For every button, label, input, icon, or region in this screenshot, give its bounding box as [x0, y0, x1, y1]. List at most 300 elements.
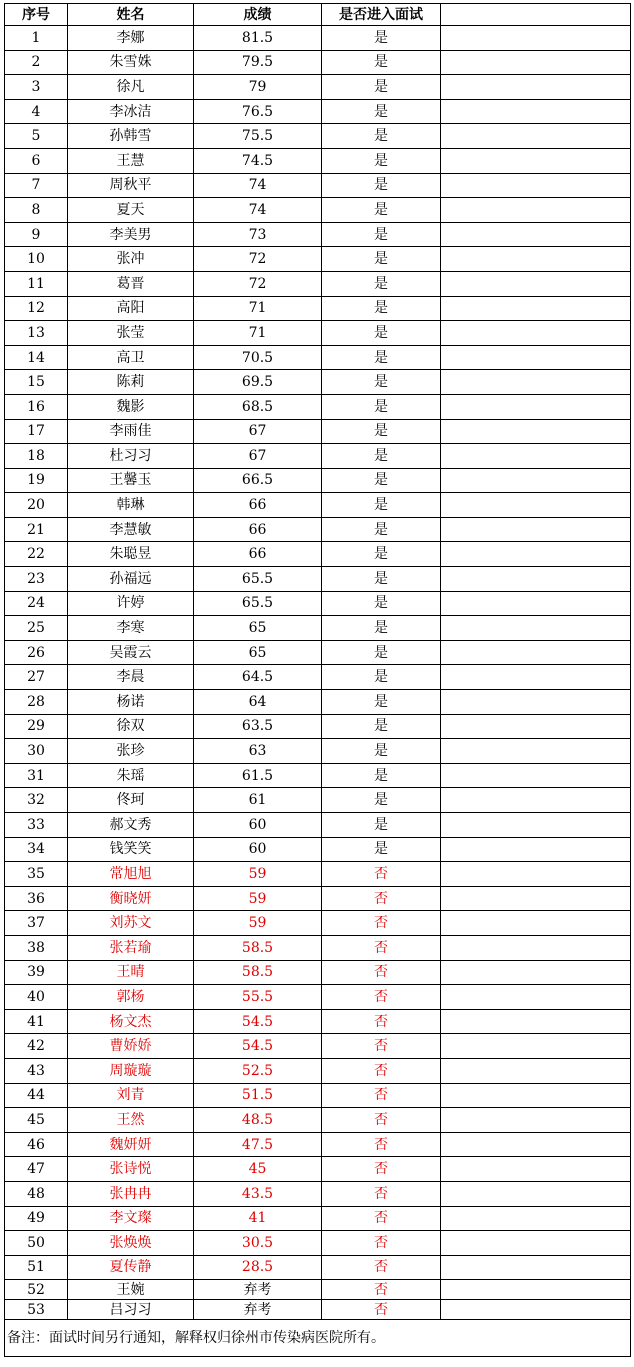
- cell-interview-status: 是: [322, 370, 441, 395]
- cell-name: 刘苏文: [68, 911, 194, 936]
- cell-extra: [441, 985, 631, 1010]
- cell-extra: [441, 1034, 631, 1059]
- cell-interview-status: 是: [322, 321, 441, 346]
- cell-extra: [441, 493, 631, 518]
- cell-interview-status: 是: [322, 247, 441, 272]
- cell-index: 7: [5, 173, 68, 198]
- cell-index: 49: [5, 1206, 68, 1231]
- table-row: [5, 862, 631, 887]
- header-name: 姓名: [68, 4, 194, 26]
- cell-extra: [441, 1009, 631, 1034]
- cell-extra: [441, 1083, 631, 1108]
- cell-extra: [441, 1157, 631, 1182]
- table-row: [5, 50, 631, 75]
- cell-extra: [441, 394, 631, 419]
- cell-name: 李文璨: [68, 1206, 194, 1231]
- cell-score: 67: [194, 419, 322, 444]
- cell-index: 30: [5, 739, 68, 764]
- cell-score: 63.5: [194, 714, 322, 739]
- cell-score: 28.5: [194, 1255, 322, 1280]
- cell-score: 48.5: [194, 1108, 322, 1133]
- cell-interview-status: 是: [322, 124, 441, 149]
- cell-score: 70.5: [194, 345, 322, 370]
- cell-extra: [441, 739, 631, 764]
- cell-index: 1: [5, 26, 68, 51]
- cell-extra: [441, 1108, 631, 1133]
- cell-extra: [441, 542, 631, 567]
- cell-index: 5: [5, 124, 68, 149]
- table-row: [5, 1255, 631, 1280]
- cell-index: 26: [5, 640, 68, 665]
- cell-extra: [441, 1300, 631, 1320]
- cell-score: 59: [194, 886, 322, 911]
- cell-extra: [441, 862, 631, 887]
- header-score: 成绩: [194, 4, 322, 26]
- cell-name: 王慧: [68, 148, 194, 173]
- table-row: [5, 985, 631, 1010]
- cell-index: 41: [5, 1009, 68, 1034]
- cell-interview-status: 否: [322, 1300, 441, 1320]
- table-row: [5, 444, 631, 469]
- cell-name: 刘青: [68, 1083, 194, 1108]
- cell-name: 朱聪昱: [68, 542, 194, 567]
- cell-score: 63: [194, 739, 322, 764]
- table-row: [5, 75, 631, 100]
- cell-interview-status: 否: [322, 886, 441, 911]
- cell-name: 陈莉: [68, 370, 194, 395]
- note-row: [5, 1320, 631, 1357]
- cell-extra: [441, 148, 631, 173]
- table-row: [5, 370, 631, 395]
- cell-name: 张莹: [68, 321, 194, 346]
- cell-name: 魏影: [68, 394, 194, 419]
- cell-interview-status: 否: [322, 1058, 441, 1083]
- table-row: [5, 714, 631, 739]
- cell-index: 3: [5, 75, 68, 100]
- table-row: [5, 935, 631, 960]
- cell-interview-status: 否: [322, 1009, 441, 1034]
- cell-score: 71: [194, 296, 322, 321]
- cell-extra: [441, 690, 631, 715]
- cell-score: 58.5: [194, 960, 322, 985]
- table-row: [5, 1108, 631, 1133]
- cell-extra: [441, 1132, 631, 1157]
- cell-interview-status: 是: [322, 837, 441, 862]
- cell-interview-status: 否: [322, 985, 441, 1010]
- cell-name: 张冲: [68, 247, 194, 272]
- results-table: [4, 3, 631, 1357]
- cell-score: 64.5: [194, 665, 322, 690]
- cell-name: 李寒: [68, 616, 194, 641]
- cell-name: 朱雪姝: [68, 50, 194, 75]
- cell-index: 18: [5, 444, 68, 469]
- table-row: [5, 567, 631, 592]
- cell-extra: [441, 444, 631, 469]
- cell-score: 66: [194, 542, 322, 567]
- cell-name: 高卫: [68, 345, 194, 370]
- cell-extra: [441, 1206, 631, 1231]
- table-row: [5, 837, 631, 862]
- cell-extra: [441, 1255, 631, 1280]
- cell-index: 25: [5, 616, 68, 641]
- cell-name: 孙福远: [68, 567, 194, 592]
- table-row: [5, 1083, 631, 1108]
- table-row: [5, 1280, 631, 1300]
- cell-index: 39: [5, 960, 68, 985]
- cell-index: 8: [5, 198, 68, 223]
- cell-score: 74.5: [194, 148, 322, 173]
- table-row: [5, 739, 631, 764]
- cell-interview-status: 是: [322, 542, 441, 567]
- cell-extra: [441, 1058, 631, 1083]
- cell-index: 23: [5, 567, 68, 592]
- header-extra: [441, 4, 631, 26]
- cell-extra: [441, 173, 631, 198]
- cell-extra: [441, 517, 631, 542]
- cell-index: 51: [5, 1255, 68, 1280]
- cell-interview-status: 是: [322, 763, 441, 788]
- table-row: [5, 542, 631, 567]
- cell-name: 周璇璇: [68, 1058, 194, 1083]
- cell-score: 68.5: [194, 394, 322, 419]
- cell-index: 14: [5, 345, 68, 370]
- cell-extra: [441, 591, 631, 616]
- cell-name: 李雨佳: [68, 419, 194, 444]
- table-row: [5, 394, 631, 419]
- cell-name: 张焕焕: [68, 1231, 194, 1256]
- cell-interview-status: 否: [322, 862, 441, 887]
- cell-name: 吕习习: [68, 1300, 194, 1320]
- table-row: [5, 591, 631, 616]
- table-row: [5, 1058, 631, 1083]
- table-row: [5, 1300, 631, 1320]
- cell-name: 郭杨: [68, 985, 194, 1010]
- table-row: [5, 1034, 631, 1059]
- cell-extra: [441, 419, 631, 444]
- cell-name: 衡晓妍: [68, 886, 194, 911]
- cell-index: 40: [5, 985, 68, 1010]
- table-row: [5, 1009, 631, 1034]
- cell-interview-status: 是: [322, 788, 441, 813]
- table-row: [5, 124, 631, 149]
- cell-extra: [441, 198, 631, 223]
- cell-name: 李慧敏: [68, 517, 194, 542]
- cell-interview-status: 否: [322, 1157, 441, 1182]
- cell-interview-status: 否: [322, 1108, 441, 1133]
- cell-index: 19: [5, 468, 68, 493]
- table-row: [5, 960, 631, 985]
- cell-interview-status: 是: [322, 665, 441, 690]
- cell-extra: [441, 665, 631, 690]
- cell-index: 9: [5, 222, 68, 247]
- cell-index: 12: [5, 296, 68, 321]
- cell-name: 徐双: [68, 714, 194, 739]
- table-row: [5, 665, 631, 690]
- cell-score: 79: [194, 75, 322, 100]
- table-row: [5, 788, 631, 813]
- cell-score: 76.5: [194, 99, 322, 124]
- cell-score: 59: [194, 862, 322, 887]
- cell-index: 48: [5, 1181, 68, 1206]
- cell-index: 2: [5, 50, 68, 75]
- cell-index: 34: [5, 837, 68, 862]
- cell-score: 47.5: [194, 1132, 322, 1157]
- cell-score: 81.5: [194, 26, 322, 51]
- cell-score: 65.5: [194, 567, 322, 592]
- cell-score: 64: [194, 690, 322, 715]
- cell-index: 43: [5, 1058, 68, 1083]
- cell-interview-status: 是: [322, 640, 441, 665]
- cell-name: 王婉: [68, 1280, 194, 1300]
- cell-score: 67: [194, 444, 322, 469]
- cell-extra: [441, 370, 631, 395]
- cell-score: 60: [194, 813, 322, 838]
- cell-extra: [441, 935, 631, 960]
- cell-score: 61: [194, 788, 322, 813]
- cell-index: 11: [5, 271, 68, 296]
- cell-name: 朱瑶: [68, 763, 194, 788]
- cell-name: 葛晋: [68, 271, 194, 296]
- table-row: [5, 148, 631, 173]
- cell-index: 32: [5, 788, 68, 813]
- cell-extra: [441, 1280, 631, 1300]
- cell-name: 曹娇娇: [68, 1034, 194, 1059]
- cell-extra: [441, 788, 631, 813]
- cell-interview-status: 是: [322, 296, 441, 321]
- cell-name: 韩琳: [68, 493, 194, 518]
- cell-score: 45: [194, 1157, 322, 1182]
- cell-name: 张冉冉: [68, 1181, 194, 1206]
- cell-index: 29: [5, 714, 68, 739]
- cell-extra: [441, 960, 631, 985]
- cell-interview-status: 是: [322, 444, 441, 469]
- cell-score: 30.5: [194, 1231, 322, 1256]
- table-row: [5, 1231, 631, 1256]
- cell-index: 17: [5, 419, 68, 444]
- cell-score: 54.5: [194, 1034, 322, 1059]
- cell-score: 54.5: [194, 1009, 322, 1034]
- cell-name: 常旭旭: [68, 862, 194, 887]
- table-row: [5, 468, 631, 493]
- cell-score: 74: [194, 198, 322, 223]
- cell-index: 36: [5, 886, 68, 911]
- header-interview: 是否进入面试: [322, 4, 441, 26]
- cell-extra: [441, 837, 631, 862]
- cell-index: 6: [5, 148, 68, 173]
- cell-interview-status: 否: [322, 1255, 441, 1280]
- cell-index: 27: [5, 665, 68, 690]
- cell-extra: [441, 1181, 631, 1206]
- cell-index: 28: [5, 690, 68, 715]
- cell-extra: [441, 99, 631, 124]
- cell-extra: [441, 714, 631, 739]
- cell-score: 55.5: [194, 985, 322, 1010]
- cell-name: 吴霞云: [68, 640, 194, 665]
- cell-interview-status: 是: [322, 739, 441, 764]
- cell-interview-status: 否: [322, 1280, 441, 1300]
- cell-extra: [441, 50, 631, 75]
- cell-interview-status: 是: [322, 26, 441, 51]
- cell-interview-status: 是: [322, 173, 441, 198]
- cell-extra: [441, 271, 631, 296]
- cell-extra: [441, 813, 631, 838]
- cell-score: 72: [194, 271, 322, 296]
- header-index: 序号: [5, 4, 68, 26]
- cell-name: 张珍: [68, 739, 194, 764]
- table-row: [5, 247, 631, 272]
- cell-score: 74: [194, 173, 322, 198]
- cell-interview-status: 是: [322, 222, 441, 247]
- cell-extra: [441, 1231, 631, 1256]
- cell-index: 38: [5, 935, 68, 960]
- cell-interview-status: 否: [322, 1231, 441, 1256]
- cell-score: 69.5: [194, 370, 322, 395]
- cell-extra: [441, 222, 631, 247]
- cell-score: 72: [194, 247, 322, 272]
- cell-interview-status: 是: [322, 271, 441, 296]
- cell-score: 66: [194, 493, 322, 518]
- table-row: [5, 1132, 631, 1157]
- table-row: [5, 26, 631, 51]
- cell-score: 51.5: [194, 1083, 322, 1108]
- cell-name: 钱笑笑: [68, 837, 194, 862]
- cell-name: 李美男: [68, 222, 194, 247]
- table-row: [5, 321, 631, 346]
- cell-index: 33: [5, 813, 68, 838]
- cell-name: 魏妍妍: [68, 1132, 194, 1157]
- cell-index: 44: [5, 1083, 68, 1108]
- cell-extra: [441, 296, 631, 321]
- table-row: [5, 222, 631, 247]
- note-text: 备注：面试时间另行通知，解释权归徐州市传染病医院所有。: [5, 1320, 631, 1357]
- cell-index: 22: [5, 542, 68, 567]
- cell-interview-status: 是: [322, 198, 441, 223]
- cell-name: 李晨: [68, 665, 194, 690]
- cell-score: 65: [194, 616, 322, 641]
- table-row: [5, 419, 631, 444]
- cell-score: 65.5: [194, 591, 322, 616]
- cell-score: 43.5: [194, 1181, 322, 1206]
- table-row: [5, 763, 631, 788]
- cell-index: 20: [5, 493, 68, 518]
- cell-interview-status: 否: [322, 1132, 441, 1157]
- cell-name: 张若瑜: [68, 935, 194, 960]
- cell-score: 59: [194, 911, 322, 936]
- table-row: [5, 173, 631, 198]
- cell-index: 15: [5, 370, 68, 395]
- cell-index: 10: [5, 247, 68, 272]
- cell-name: 周秋平: [68, 173, 194, 198]
- cell-interview-status: 是: [322, 50, 441, 75]
- cell-score: 79.5: [194, 50, 322, 75]
- table-row: [5, 616, 631, 641]
- cell-name: 李冰洁: [68, 99, 194, 124]
- cell-extra: [441, 616, 631, 641]
- cell-index: 46: [5, 1132, 68, 1157]
- cell-score: 71: [194, 321, 322, 346]
- cell-interview-status: 是: [322, 591, 441, 616]
- cell-name: 杜习习: [68, 444, 194, 469]
- cell-extra: [441, 886, 631, 911]
- cell-interview-status: 是: [322, 813, 441, 838]
- table-row: [5, 813, 631, 838]
- cell-index: 21: [5, 517, 68, 542]
- cell-interview-status: 是: [322, 394, 441, 419]
- cell-extra: [441, 26, 631, 51]
- cell-extra: [441, 567, 631, 592]
- cell-name: 高阳: [68, 296, 194, 321]
- cell-name: 许婷: [68, 591, 194, 616]
- table-row: [5, 640, 631, 665]
- cell-interview-status: 是: [322, 345, 441, 370]
- cell-interview-status: 是: [322, 468, 441, 493]
- cell-name: 王馨玉: [68, 468, 194, 493]
- table-row: [5, 99, 631, 124]
- cell-interview-status: 是: [322, 493, 441, 518]
- cell-name: 徐凡: [68, 75, 194, 100]
- cell-name: 杨诺: [68, 690, 194, 715]
- cell-interview-status: 是: [322, 616, 441, 641]
- cell-score: 73: [194, 222, 322, 247]
- cell-index: 24: [5, 591, 68, 616]
- cell-score: 58.5: [194, 935, 322, 960]
- cell-name: 孙韩雪: [68, 124, 194, 149]
- cell-score: 66.5: [194, 468, 322, 493]
- cell-interview-status: 否: [322, 911, 441, 936]
- cell-interview-status: 否: [322, 1034, 441, 1059]
- cell-index: 13: [5, 321, 68, 346]
- cell-extra: [441, 124, 631, 149]
- cell-extra: [441, 247, 631, 272]
- cell-index: 16: [5, 394, 68, 419]
- cell-name: 夏传静: [68, 1255, 194, 1280]
- cell-name: 杨文杰: [68, 1009, 194, 1034]
- table-row: [5, 911, 631, 936]
- cell-name: 张诗悦: [68, 1157, 194, 1182]
- table-row: [5, 198, 631, 223]
- cell-score: 65: [194, 640, 322, 665]
- cell-score: 75.5: [194, 124, 322, 149]
- cell-interview-status: 否: [322, 1206, 441, 1231]
- cell-name: 王晴: [68, 960, 194, 985]
- cell-interview-status: 是: [322, 99, 441, 124]
- cell-index: 31: [5, 763, 68, 788]
- cell-interview-status: 是: [322, 690, 441, 715]
- cell-interview-status: 是: [322, 148, 441, 173]
- table-row: [5, 493, 631, 518]
- cell-interview-status: 是: [322, 517, 441, 542]
- cell-interview-status: 是: [322, 567, 441, 592]
- cell-score: 41: [194, 1206, 322, 1231]
- cell-score: 弃考: [194, 1280, 322, 1300]
- cell-score: 弃考: [194, 1300, 322, 1320]
- cell-interview-status: 否: [322, 935, 441, 960]
- cell-name: 李娜: [68, 26, 194, 51]
- cell-index: 35: [5, 862, 68, 887]
- cell-name: 夏天: [68, 198, 194, 223]
- cell-interview-status: 是: [322, 419, 441, 444]
- cell-extra: [441, 911, 631, 936]
- cell-extra: [441, 345, 631, 370]
- cell-extra: [441, 75, 631, 100]
- table-row: [5, 886, 631, 911]
- header-row: [5, 4, 631, 26]
- cell-interview-status: 是: [322, 75, 441, 100]
- cell-interview-status: 否: [322, 1181, 441, 1206]
- cell-extra: [441, 468, 631, 493]
- cell-extra: [441, 640, 631, 665]
- table-row: [5, 517, 631, 542]
